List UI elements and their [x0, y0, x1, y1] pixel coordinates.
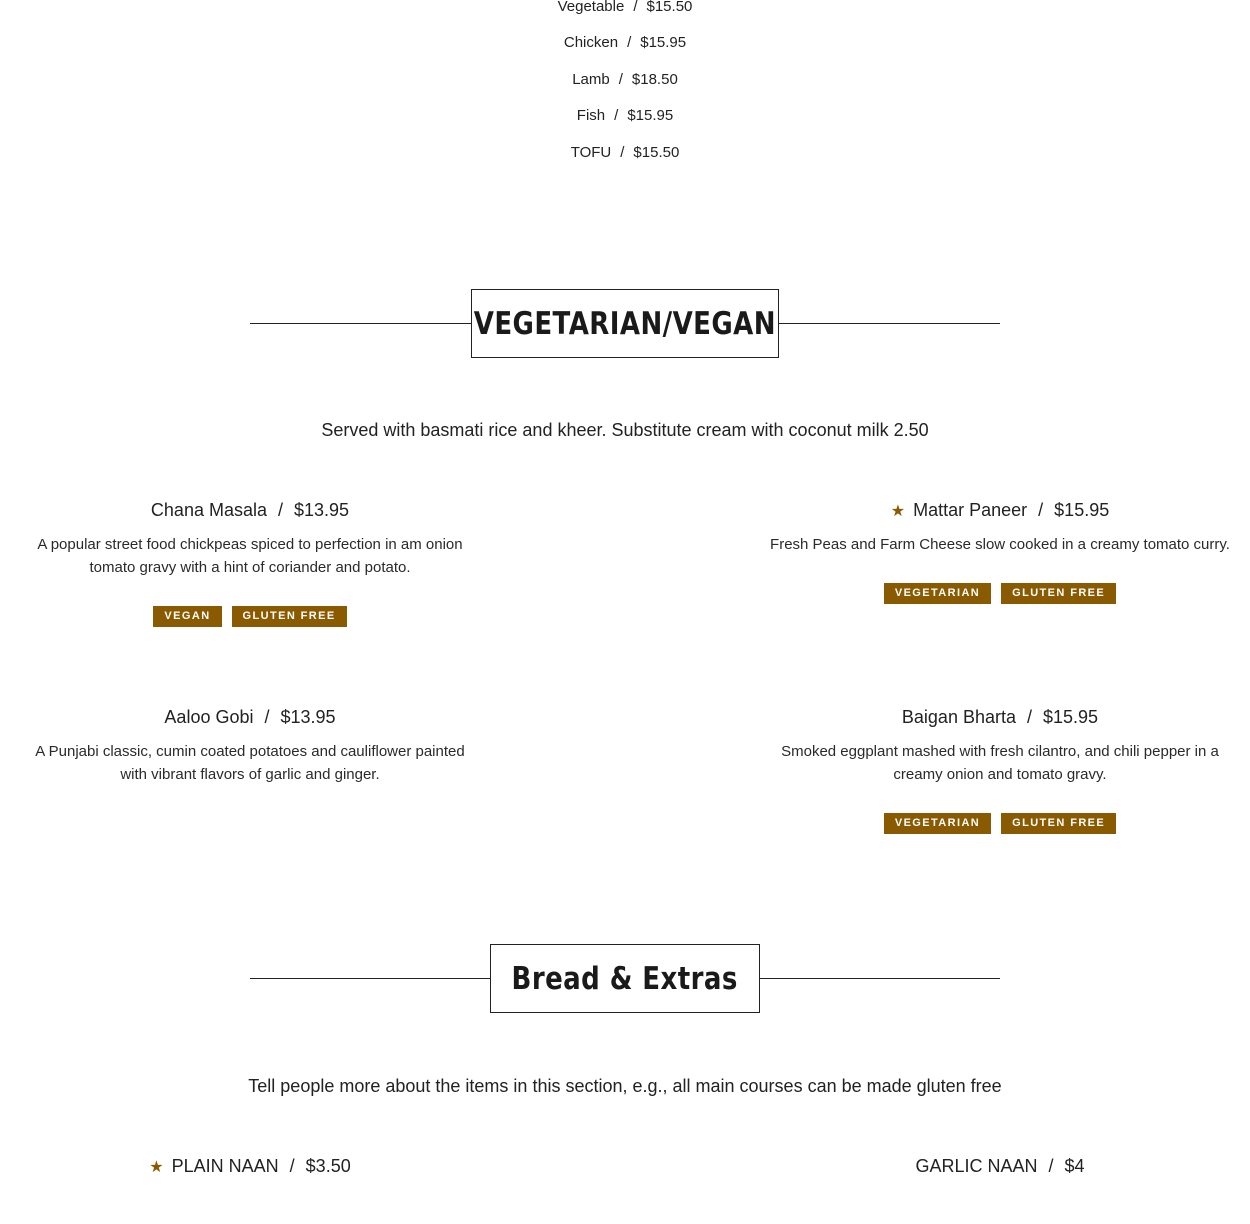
price-separator: /	[620, 144, 625, 161]
menu-item-garlic-naan	[770, 1153, 1230, 1179]
price-separator: /	[614, 107, 619, 124]
section-title-box	[490, 944, 760, 1013]
item-name: Baigan Bharta	[901, 707, 1016, 727]
option-fish	[0, 106, 1250, 126]
price-separator: /	[627, 34, 632, 51]
tag-list	[770, 583, 1230, 604]
menu-item-chana-masala	[20, 497, 480, 627]
option-name: Chicken	[563, 34, 619, 51]
price-separator: /	[1027, 707, 1033, 727]
section-title-box	[471, 289, 779, 358]
menu-item-mattar-paneer	[770, 497, 1230, 604]
item-price: $13.95	[280, 707, 336, 727]
item-heading	[770, 704, 1230, 730]
price-separator: /	[278, 500, 284, 520]
item-name: Chana Masala	[150, 500, 267, 520]
option-vegetable	[0, 0, 1250, 17]
price-separator: /	[618, 71, 623, 88]
featured-star-icon: ★	[890, 503, 906, 520]
tag-gluten-free: GLUTEN FREE	[1001, 813, 1116, 834]
tag-list	[20, 606, 480, 627]
item-description: A Punjabi classic, cumin coated potatoes and cauliflower painted with vibrant flavors of garlic and ginger.	[35, 743, 465, 783]
tag-list	[770, 813, 1230, 834]
option-name: Vegetable	[557, 0, 625, 15]
item-description: Smoked eggplant mashed with fresh cilantro, and chili pepper in a creamy onion and tomato gravy.	[781, 743, 1219, 783]
option-price: $18.50	[631, 71, 678, 88]
section-title: VEGETARIAN/VEGAN	[473, 305, 777, 342]
menu-item-aaloo-gobi	[20, 704, 480, 786]
section-note: Tell people more about the items in this section, e.g., all main courses can be made gluten free	[248, 1076, 1002, 1096]
price-separator: /	[264, 707, 270, 727]
price-separator: /	[289, 1156, 295, 1176]
option-tofu	[0, 143, 1250, 163]
price-separator: /	[633, 0, 638, 15]
price-separator: /	[1048, 1156, 1054, 1176]
option-price: $15.95	[627, 107, 674, 124]
tag-vegan: VEGAN	[153, 606, 221, 627]
featured-star-icon: ★	[149, 1159, 164, 1176]
section-title: Bread & Extras	[511, 960, 739, 997]
tag-vegetarian: VEGETARIAN	[884, 583, 991, 604]
item-price: $3.50	[305, 1156, 351, 1176]
tag-gluten-free: GLUTEN FREE	[1001, 583, 1116, 604]
option-name: Fish	[576, 107, 606, 124]
tag-gluten-free: GLUTEN FREE	[232, 606, 347, 627]
item-price: $15.95	[1043, 707, 1099, 727]
option-name: TOFU	[570, 144, 612, 161]
price-separator: /	[1038, 500, 1044, 520]
section-note: Served with basmati rice and kheer. Substitute cream with coconut milk 2.50	[321, 420, 929, 440]
item-price: $13.95	[294, 500, 350, 520]
option-name: Lamb	[572, 71, 610, 88]
item-name: GARLIC NAAN	[915, 1156, 1038, 1176]
item-description: A popular street food chickpeas spiced to perfection in am onion tomato gravy with a hint of coriander and potato.	[37, 536, 463, 576]
item-heading	[770, 1153, 1230, 1179]
item-name: Mattar Paneer	[913, 500, 1028, 520]
option-price: $15.50	[646, 0, 693, 15]
item-heading	[20, 704, 480, 730]
item-price: $15.95	[1054, 500, 1110, 520]
menu-item-plain-naan	[20, 1153, 480, 1179]
option-price: $15.95	[640, 34, 687, 51]
tag-vegetarian: VEGETARIAN	[884, 813, 991, 834]
item-price: $4	[1064, 1156, 1085, 1176]
item-heading	[770, 497, 1230, 523]
option-price: $15.50	[633, 144, 680, 161]
item-heading	[20, 497, 480, 523]
option-lamb	[0, 70, 1250, 90]
item-description: Fresh Peas and Farm Cheese slow cooked in a creamy tomato curry.	[770, 536, 1230, 553]
item-heading	[20, 1153, 480, 1179]
option-chicken	[0, 33, 1250, 53]
menu-item-baigan-bharta	[770, 704, 1230, 834]
item-name: PLAIN NAAN	[171, 1156, 279, 1176]
item-name: Aaloo Gobi	[164, 707, 254, 727]
